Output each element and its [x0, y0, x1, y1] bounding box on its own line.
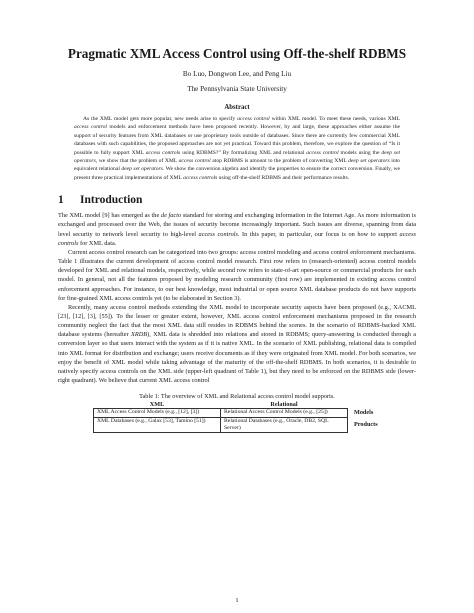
table-caption: Table 1: The overview of XML and Relational access control model supports. — [139, 393, 335, 401]
paper-page — [58, 46, 417, 604]
table-cell-xml-products: XML Databases (e.g., Galax [53], Tamino [51]) — [94, 417, 221, 432]
overview-table — [93, 401, 381, 433]
table-row-label-models: Models — [354, 409, 374, 417]
intro-paragraph-3: Recently, many access control methods extending the XML model to incorporate security aspects have been proposed (e.g., XACML [23], [12], [3], [55]). To the lesser or greater extent, however, XML access control enforcement mechanisms proposed in the research community neglect the fact that the most XML data still resides in RDBMS behind the scenes. In the scenario of RDBMS-backed XML database systems (hereafter XRDB), XML data is shredded into relations and stored in RDBMS; query-answering is conducted through a conversion layer so that users interact with the system as if it is native XML. In the scenario of XML publishing, relational data is compiled into XML format for distribution and exchange; users receive documents as if they were originated from XML model. For both scenarios, we enjoy the benefit of XML model while taking advantage of the maturity of the off-the-shelf RDBMS. In both scenarios, it is desirable to natively specify access controls on the XML side (upper-left quadrant of Table 1), but they need to be enforced on the RDBMS side (lower-right quadrant). We believe that current XML access control — [58, 303, 417, 385]
paper-affiliation: The Pennsylvania State University — [187, 85, 287, 93]
table-header-xml: XML — [149, 401, 165, 409]
section-title: Introduction — [80, 194, 143, 207]
abstract-text: As the XML model gets more popular, new needs arise to specify access control within XML model. To meet these needs, various XML access control models and enforcement methods have been proposed recently. However, by and large, these approaches either assume the support of security features from XML databases or use proprietary tools outside of databases. Since there are currently few commercial XML databases with such capabilities, the proposed approaches are not yet practical. Toward this problem, therefore, we explore the question of “Is it possible to fully support XML access controls using RDBMS?” By formalizing XML and relational access control models using the deep set operators, we show that the problem of XML access control atop RDBMS is amount to the problem of converting XML deep set operators into equivalent relational deep set operators. We show the conversion algebra and identify the properties to ensure the correct conversion. Finally, we present three practical implementations of XML access controls using off-the-shelf RDBMS and their performance results. — [74, 116, 401, 181]
table-row — [94, 409, 381, 417]
section-number: 1 — [58, 194, 64, 207]
paper-title: Pragmatic XML Access Control using Off-the-shelf RDBMS — [67, 46, 407, 61]
table-cell-xml-models: XML Access Control Models (e.g., [12], [3]) — [94, 409, 221, 417]
table-cell-relational-products: Relational Databases (e.g., Oracle, DB2, SQL Server) — [221, 417, 348, 432]
page-number: 1 — [235, 597, 239, 604]
table-header-relational: Relational — [270, 401, 298, 409]
table-cell-relational-models: Relational Access Control Models (e.g., [25]) — [221, 409, 348, 417]
table-row — [94, 417, 381, 432]
intro-paragraph-2: Current access control research can be categorized into two groups: access control modeling and access control enforcement mechanisms. Table 1 illustrates the current development of access control model research. First row refers to (research-oriented) access control models developed for XML and relational models, respectively, while second row refers to state-of-art open-source or commercial products for each model. In general, not all the features proposed by modeling research community (first row) are implemented in existing access control enforcement approaches. For instance, to our best knowledge, most industrial or open source XML database products do not have supports for fine-grained XML access controls yet (to be elaborated in Section 3). — [58, 248, 416, 302]
intro-paragraph-1: The XML model [9] has emerged as the de facto standard for storing and exchanging information in the Internet Age. As more information is exchanged and processed over the Web, the issues of security become increasingly important. Such issues are diverse, spanning from data level security to network level security to high-level access controls. In this paper, in particular, our focus is on how to support access controls for XML data. — [58, 212, 416, 247]
paper-authors: Bo Luo, Dongwon Lee, and Peng Liu — [182, 70, 292, 78]
abstract-heading: Abstract — [224, 104, 250, 111]
section-heading — [58, 193, 416, 207]
table-row-label-products: Products — [354, 421, 378, 429]
